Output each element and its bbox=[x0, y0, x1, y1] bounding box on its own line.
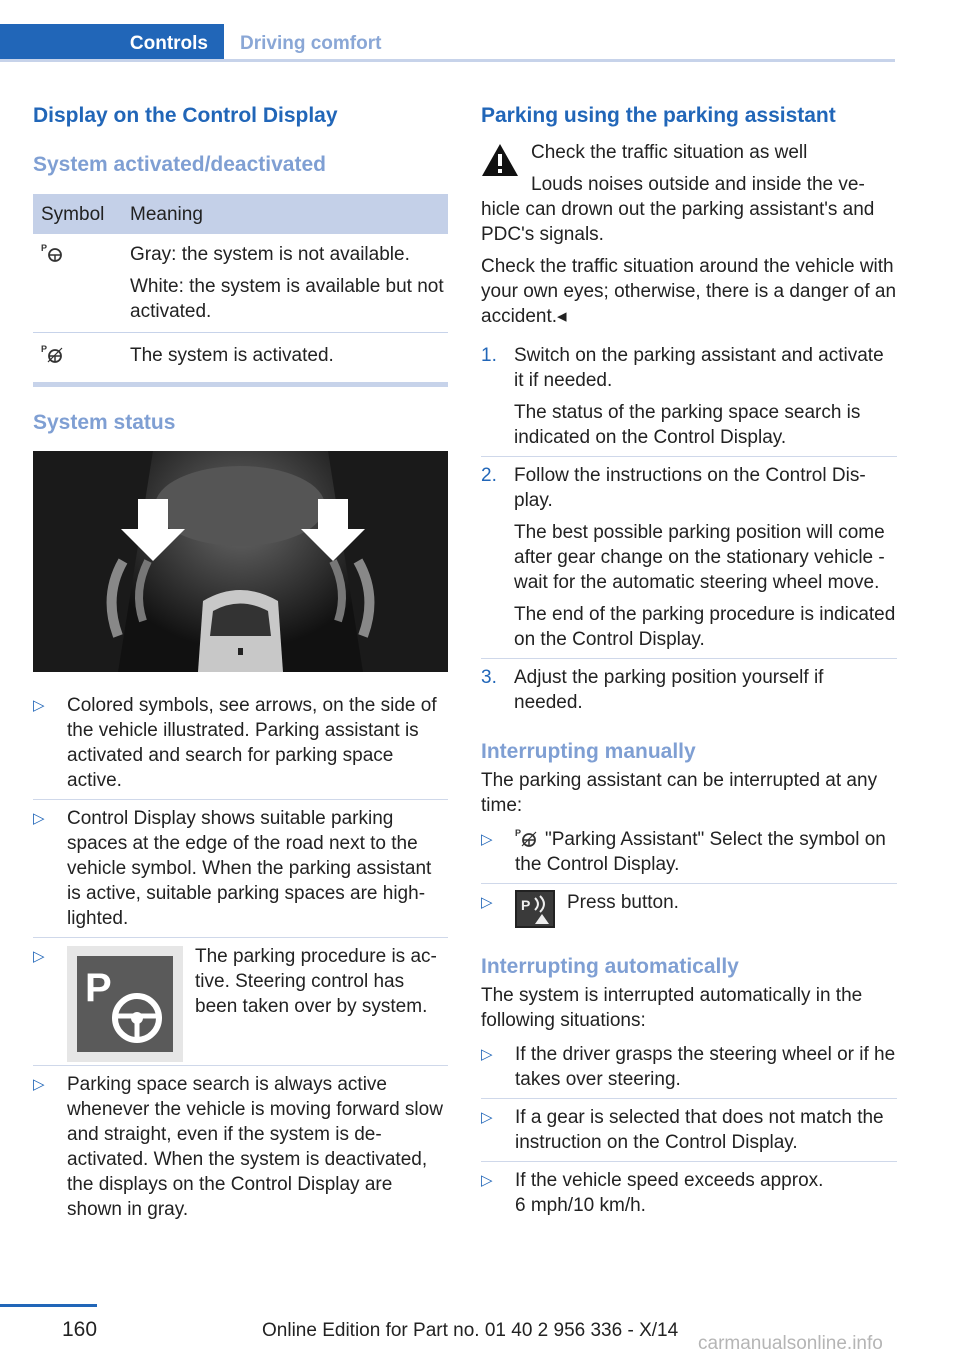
system-status-illustration bbox=[33, 451, 448, 672]
heading-interrupt-manual: Interrupting manually bbox=[481, 740, 696, 763]
auto-list bbox=[481, 1036, 897, 1224]
list-item: ▷ Colored symbols, see arrows, on the side of the vehicle illustrated. Parking assistant is activated and search for parking space active. bbox=[33, 695, 437, 791]
list-item: ▷ If the driver grasps the steering wheel or if he takes over steering. bbox=[481, 1044, 896, 1090]
heading-parking-assistant: Parking using the parking assistant bbox=[481, 104, 836, 127]
meaning-text: Gray: the system is not available. bbox=[130, 244, 410, 265]
bullet-icon: ▷ bbox=[33, 1076, 45, 1093]
table-header-meaning: Meaning bbox=[130, 194, 448, 234]
meaning-text: White: the system is available but not activated. bbox=[130, 276, 444, 322]
list-item: ▷ Control Display shows suitable parking spaces at the edge of the road next to the vehicle symbol. When the parking assistant is active, suitable parking spaces are highlighted. bbox=[33, 799, 448, 937]
parking-assistant-active-icon bbox=[41, 343, 63, 365]
svg-text:P: P bbox=[41, 243, 48, 253]
list-item: 1. Switch on the parking assistant and activate it if needed. The status of the parking space search is indicated on the Control Display. bbox=[481, 345, 884, 448]
left-column bbox=[33, 103, 448, 1228]
svg-text:P: P bbox=[521, 897, 531, 913]
svg-text:P: P bbox=[515, 828, 522, 838]
tab-controls[interactable]: Controls bbox=[0, 24, 224, 62]
list-item: ▷ If a gear is selected that does not match the instruction on the Control Display. bbox=[481, 1098, 897, 1161]
list-item: ▷ P Press button. bbox=[481, 883, 897, 934]
parking-button-icon bbox=[515, 890, 555, 928]
status-bullets bbox=[33, 687, 448, 1228]
parking-assistant-icon bbox=[41, 242, 63, 264]
bullet-icon: ▷ bbox=[481, 1172, 493, 1189]
meaning-text: The system is activated. bbox=[130, 345, 334, 366]
warning-text-2: Check the traffic situation around the vehicle with your own eyes; otherwise, there is a danger of an accident.◂ bbox=[481, 256, 897, 327]
parking-steering-icon bbox=[67, 946, 183, 1062]
parking-assistant-icon bbox=[515, 827, 537, 849]
list-item: 2. Follow the instructions on the Control Display. The best possible parking position will come after gear change on the stationary vehicle - wait for the automatic steering wheel move. The end of the parking procedure is indicated on the Control Display. bbox=[481, 456, 897, 658]
list-item: ▷ If the vehicle speed exceeds approx. 6 mph/10 km/h. bbox=[481, 1161, 897, 1224]
bullet-icon: ▷ bbox=[481, 831, 493, 848]
bullet-icon: ▷ bbox=[33, 948, 45, 965]
bullet-icon: ▷ bbox=[481, 894, 493, 911]
tab-driving-comfort[interactable]: Driving comfort bbox=[240, 32, 382, 54]
warning-icon bbox=[481, 142, 519, 178]
list-item: ▷ Parking space search is always active whenever the vehicle is moving forward slow and straight, even if the system is deactivated. When the system is deactivated, the displays on the Control Display are shown in gray. bbox=[33, 1065, 448, 1228]
page-number: 160 bbox=[62, 1318, 98, 1341]
edition-text: Online Edition for Part no. 01 40 2 956 336 - X/14 bbox=[262, 1320, 679, 1341]
manual-intro: The parking assistant can be interrupted at any time: bbox=[481, 770, 878, 816]
symbol-table bbox=[33, 194, 448, 387]
table-row bbox=[33, 234, 448, 333]
auto-intro: The system is interrupted automatically in the following situations: bbox=[481, 985, 863, 1031]
warning-title: Check the traffic situation as well bbox=[531, 142, 808, 163]
list-item: 3. Adjust the parking position yourself if needed. bbox=[481, 658, 897, 721]
svg-text:P: P bbox=[85, 966, 112, 1010]
watermark: carmanualsonline.info bbox=[698, 1333, 883, 1354]
header-rule bbox=[0, 59, 895, 62]
footer-rule bbox=[0, 1304, 97, 1307]
list-item: ▷ P "Parking Assistant" Select the symbol on the Control Display. bbox=[481, 828, 886, 875]
bullet-icon: ▷ bbox=[33, 697, 45, 714]
bullet-icon: ▷ bbox=[481, 1046, 493, 1063]
svg-text:P: P bbox=[41, 344, 48, 354]
bullet-icon: ▷ bbox=[33, 810, 45, 827]
table-row bbox=[33, 333, 448, 385]
warning-text: Louds noises outside and inside the vehicle can drown out the parking assistant's and PDC's signals. bbox=[481, 174, 875, 245]
heading-display: Display on the Control Display bbox=[33, 104, 338, 127]
heading-activated: System activated/deactivated bbox=[33, 153, 326, 176]
manual-list bbox=[481, 821, 897, 934]
bullet-icon: ▷ bbox=[481, 1109, 493, 1126]
list-item: ▷ P The parking procedure is active. Steering control has been taken over by system. bbox=[33, 937, 448, 1065]
warning-block bbox=[481, 140, 897, 329]
heading-system-status: System status bbox=[33, 411, 176, 434]
right-column bbox=[481, 103, 897, 1224]
steps-list bbox=[481, 337, 897, 721]
heading-interrupt-auto: Interrupting automatically bbox=[481, 955, 739, 978]
table-header-symbol: Symbol bbox=[33, 194, 130, 234]
